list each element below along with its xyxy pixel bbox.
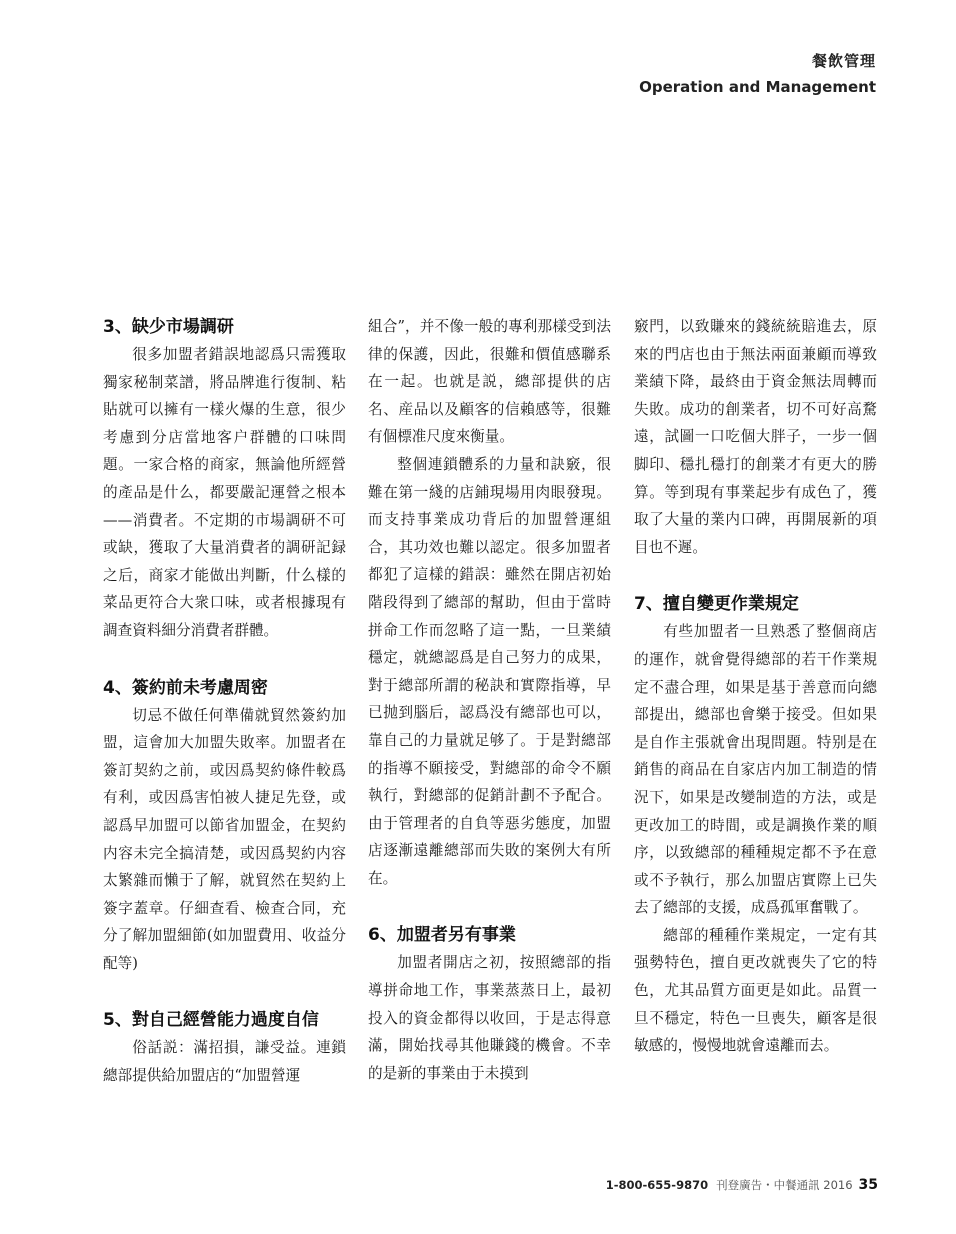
paragraph-contract: 切忌不做任何準備就貿然簽約加盟，這會加大加盟失敗率。加盟者在簽訂契約之前，或因爲契約條件較爲有利，或因爲害怕被人捷足先登，或認爲早加盟可以節省加盟金，在契約内容未完全搞清楚，或因爲契約内容太繁雜而懶于了解，就貿然在契約上簽字蓋章。仔細查看、檢查合同，充分了解加盟細節(如加盟費用、收益分配等)	[103, 706, 346, 972]
heading-overconfidence: 5、對自己經營能力過度自信	[103, 1010, 319, 1031]
heading-contract: 4、簽約前未考慮周密	[103, 677, 268, 698]
ad-phone-number: 1-800-655-9870	[605, 1178, 709, 1192]
paragraph-other-business-continued: 竅門，以致賺來的錢統統賠進去，原來的門店也由于無法兩面兼顧而導致業績下降，最終由于資金無法周轉而失敗。成功的創業者，切不可好高騖遠，試圖一口吃個大胖子，一步一個脚印、穩扎穩打的創業才有更大的勝算。等到現有事業起步有成色了，獲取了大量的業内口碑，再開展新的項目也不遲。	[634, 318, 877, 556]
publication-info: 刊登廣告・中餐通訊 2016	[716, 1178, 853, 1192]
section-title-en: Operation and Management	[639, 78, 876, 96]
paragraph-franchise-system: 整個連鎖體系的力量和訣竅，很難在第一綫的店鋪現場用肉眼發現。而支持事業成功背后的加盟營運組合，其功效也難以認定。很多加盟者都犯了這樣的錯誤：雖然在開店初始階段得到了總部的幫助，但由于當時拼命工作而忽略了這一點，一旦業績穩定，就總認爲是自己努力的成果，對于總部所謂的秘訣和實際指導，早已抛到腦后，認爲没有總部也可以，靠自己的力量就足够了。于是對總部的指導不願接受，對總部的命令不願執行，對總部的促銷計劃不予配合。由于管理者的自負等惡劣態度，加盟店逐漸遠離總部而失敗的案例大有所在。	[368, 455, 611, 887]
section-title-zh: 餐飲管理	[811, 52, 876, 70]
paragraph-overconfidence-continued: 組合”，并不像一般的專利那樣受到法律的保護，因此，很難和價值感聯系在一起。也就是説，總部提供的店名、産品以及顧客的信賴感等，很難有個標准尺度來衡量。	[368, 318, 611, 446]
page-number: 35	[858, 1177, 878, 1193]
article-column-3	[634, 313, 877, 1060]
page-footer	[606, 1177, 878, 1193]
heading-other-business: 6、加盟者另有事業	[368, 925, 516, 946]
paragraph-market-research: 很多加盟者錯誤地認爲只需獲取獨家秘制菜譜，將品牌進行復制、粘貼就可以擁有一樣火爆的生意，很少考慮到分店當地客户群體的口味問題。一家合格的商家，無論他所經營的產品是什么，都要嚴記運營之根本——消費者。不定期的市場調研不可或缺，獲取了大量消費者的調研記録之后，商家才能做出判斷，什么樣的菜品更符合大衆口味，或者根據現有調查資料細分消費者群體。	[103, 346, 346, 639]
article-column-1	[103, 313, 346, 1090]
paragraph-other-business: 加盟者開店之初，按照總部的指導拼命地工作，事業蒸蒸日上，最初投入的資金都得以收回，于是志得意滿，開始找尋其他賺錢的機會。不幸的是新的事業由于未摸到	[368, 954, 611, 1082]
heading-change-rules: 7、擅自變更作業規定	[634, 594, 799, 615]
paragraph-overconfidence: 俗話説：滿招損，謙受益。連鎖總部提供給加盟店的“加盟營運	[103, 1039, 346, 1085]
article-column-2	[368, 313, 611, 1087]
paragraph-quality: 總部的種種作業規定，一定有其强勢特色，擅自更改就喪失了它的特色，尤其品質方面更是如此。品質一旦不穩定，特色一旦喪失，顧客是很敏感的，慢慢地就會遠離而去。	[634, 926, 877, 1055]
heading-market-research: 3、缺少市場調研	[103, 317, 234, 337]
paragraph-change-rules: 有些加盟者一旦熟悉了整個商店的運作，就會覺得總部的若干作業規定不盡合理，如果是基于善意而向總部提出，總部也會樂于接受。但如果是自作主張就會出現問題。特别是在銷售的商品在自家店内加工制造的情況下，如果是改變制造的方法，或是更改加工的時間，或是調換作業的順序，以致總部的種種規定都不予在意或不予執行，那么加盟店實際上已失去了總部的支援，成爲孤軍奮戰了。	[634, 623, 877, 917]
page-header	[639, 50, 876, 96]
